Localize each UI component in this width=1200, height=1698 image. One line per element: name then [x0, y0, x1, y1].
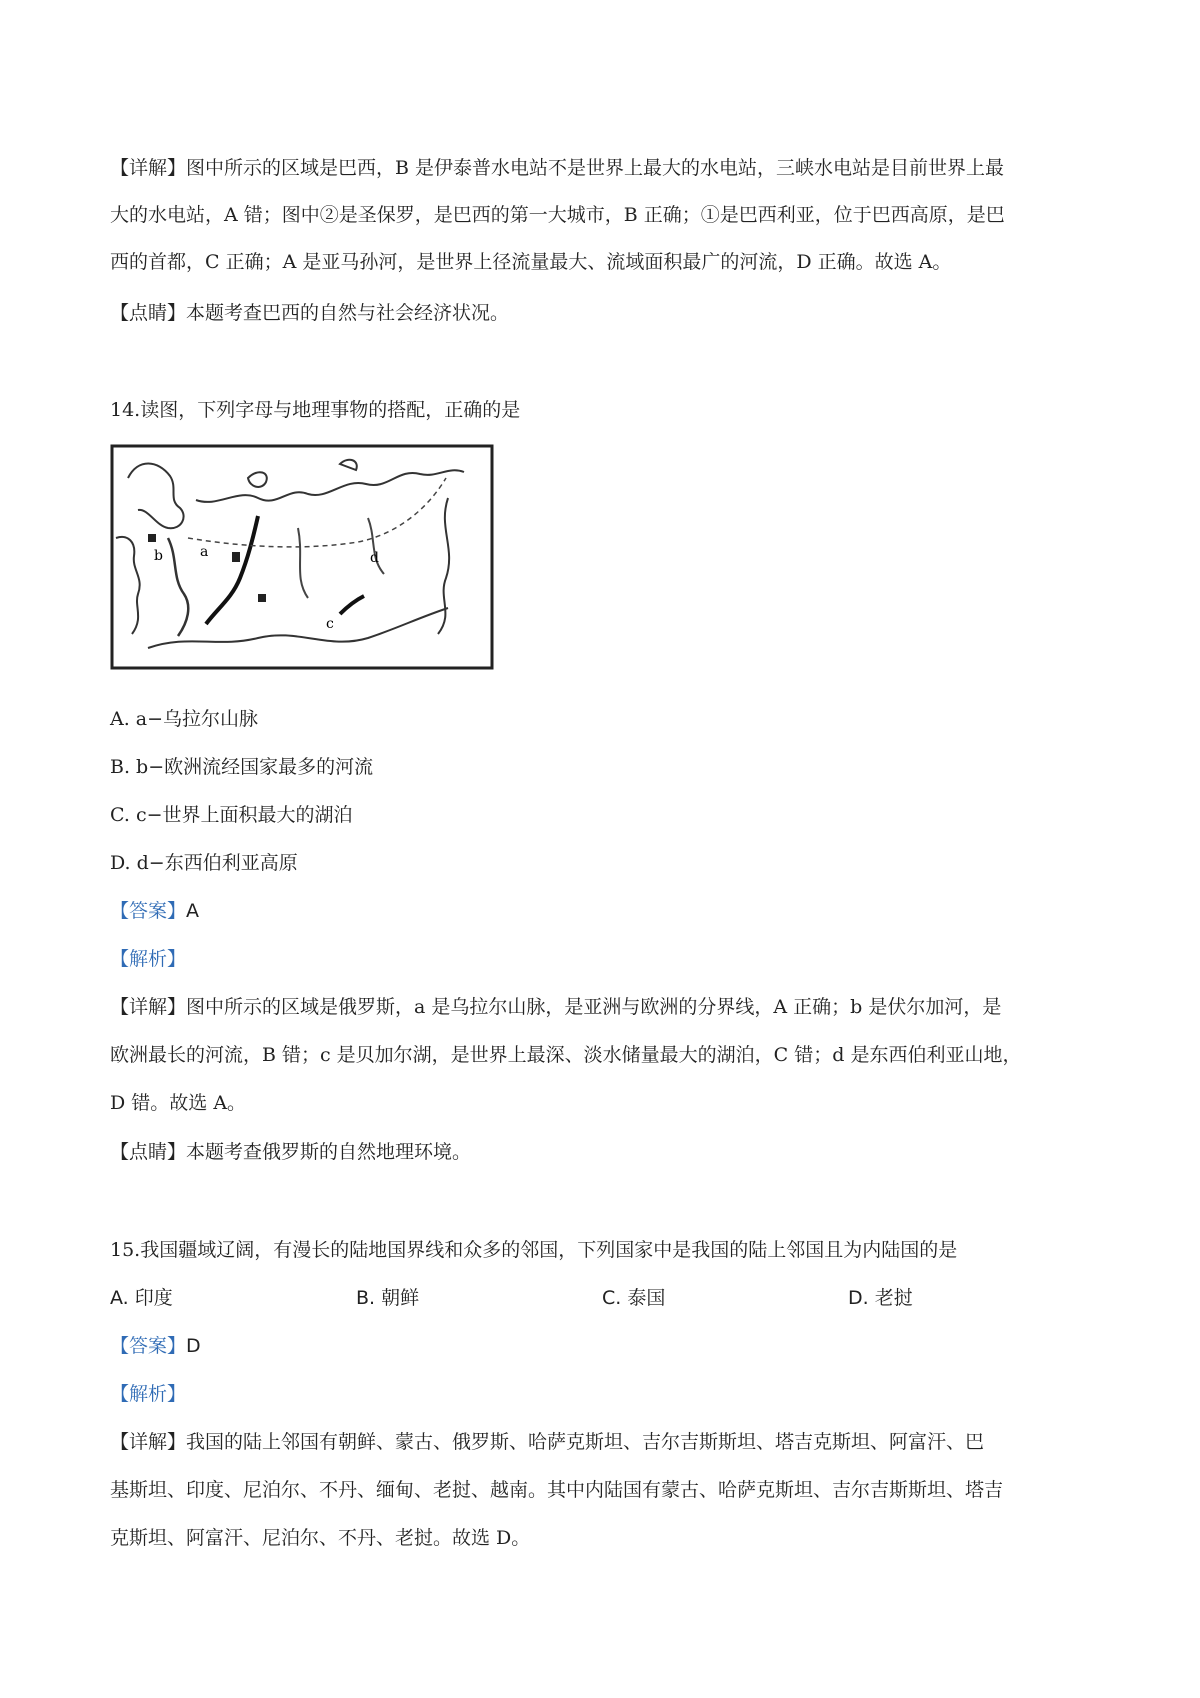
- q14-comment: 【点睛】本题考查俄罗斯的自然地理环境。: [110, 1141, 472, 1163]
- q15-option-d: D. 老挝: [848, 1287, 913, 1309]
- q13-detail-line-3: 西的首都，C 正确；A 是亚马孙河，是世界上径流量最大、流域面积最广的河流，D 正确。故选 A。: [110, 251, 952, 273]
- q14-question: 14.读图，下列字母与地理事物的搭配，正确的是: [110, 399, 521, 421]
- q15-answer-tag: 【答案】: [110, 1335, 187, 1357]
- q14-answer-value: A: [186, 900, 200, 922]
- q14-analysis-tag: 【解析】: [110, 948, 187, 970]
- map-label-b: b: [154, 548, 163, 564]
- q14-option-a: A. a−乌拉尔山脉: [110, 708, 259, 730]
- q14-detail-line-1: 【详解】图中所示的区域是俄罗斯，a 是乌拉尔山脉，是亚洲与欧洲的分界线，A 正确；b 是伏尔加河，是: [110, 996, 1002, 1018]
- q13-detail-line-1: 【详解】图中所示的区域是巴西，B 是伊泰普水电站不是世界上最大的水电站，三峡水电站是目前世界上最: [110, 157, 1005, 179]
- q15-detail-line-2: 基斯坦、印度、尼泊尔、不丹、缅甸、老挝、越南。其中内陆国有蒙古、哈萨克斯坦、吉尔吉斯斯坦、塔吉: [110, 1479, 1004, 1501]
- q15-detail-line-3: 克斯坦、阿富汗、尼泊尔、不丹、老挝。故选 D。: [110, 1527, 531, 1549]
- q15-option-b: B. 朝鲜: [356, 1287, 420, 1309]
- q14-answer: [110, 899, 199, 923]
- map-label-d: d: [370, 550, 379, 566]
- q14-answer-tag: 【答案】: [110, 900, 187, 922]
- q13-detail-line-2: 大的水电站，A 错；图中②是圣保罗，是巴西的第一大城市，B 正确；①是巴西利亚，位于巴西高原，是巴: [110, 204, 1005, 226]
- map-label-a: a: [200, 544, 209, 560]
- q15-analysis-tag: 【解析】: [110, 1383, 187, 1405]
- q14-option-b: B. b−欧洲流经国家最多的河流: [110, 756, 374, 778]
- map-label-c: c: [326, 616, 334, 632]
- q14-option-d: D. d−东西伯利亚高原: [110, 852, 298, 874]
- q15-question: 15.我国疆域辽阔，有漫长的陆地国界线和众多的邻国，下列国家中是我国的陆上邻国且为内陆国的是: [110, 1239, 958, 1261]
- q13-comment: 【点睛】本题考查巴西的自然与社会经济状况。: [110, 302, 510, 324]
- q15-detail-line-1: 【详解】我国的陆上邻国有朝鲜、蒙古、俄罗斯、哈萨克斯坦、吉尔吉斯斯坦、塔吉克斯坦、阿富汗、巴: [110, 1431, 985, 1453]
- q14-detail-line-2: 欧洲最长的河流，B 错；c 是贝加尔湖，是世界上最深、淡水储量最大的湖泊，C 错；d 是东西伯利亚山地，: [110, 1044, 1022, 1066]
- q15-option-a: A. 印度: [110, 1287, 173, 1309]
- q15-options-row: [110, 1286, 1010, 1310]
- q14-detail-line-3: D 错。故选 A。: [110, 1092, 247, 1114]
- q15-option-c: C. 泰国: [602, 1287, 666, 1309]
- q14-option-c: C. c−世界上面积最大的湖泊: [110, 804, 353, 826]
- q15-answer: [110, 1334, 201, 1358]
- russia-map-figure: [108, 438, 498, 678]
- q15-answer-value: D: [186, 1335, 201, 1357]
